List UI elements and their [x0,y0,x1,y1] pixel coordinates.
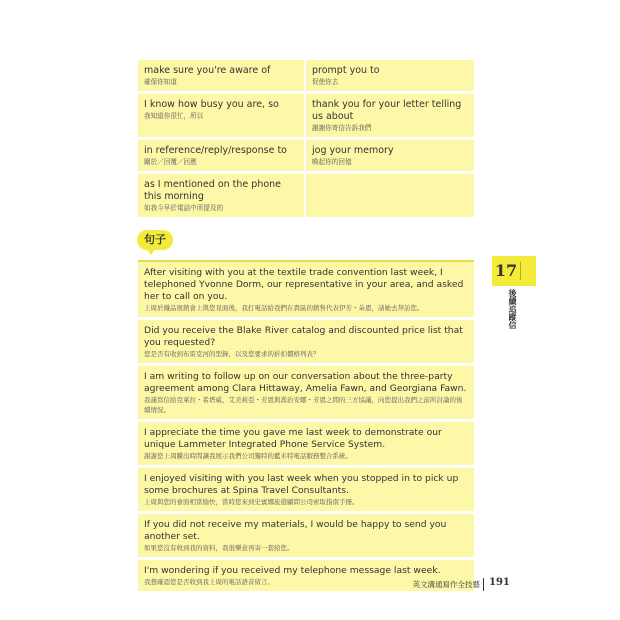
sentence-item [138,514,474,560]
phrase-chinese: 促使你去 [312,78,339,86]
sentence-item [138,366,474,422]
phrase-chinese: 如我今早於電話中所提及的 [144,204,224,212]
phrase-table [138,60,474,217]
phrase-cell [306,60,474,91]
phrase-english: thank you for your letter telling us about [312,99,462,122]
sentence-item [138,468,474,514]
sentence-chinese: 謝謝您上周騰出時間讓我展示我們公司獨特的藍米特電話服務整合系統。 [144,452,352,460]
sentence-item [138,422,474,468]
section-label-badge: 句子 [137,230,173,250]
chapter-tab [492,256,536,286]
sentence-english: I am writing to follow up on our conversation about the three-party agreement among Clara Hittaway, Amelia Fawn, and Georgiana Fawn. [144,371,467,394]
sentence-english: I enjoyed visiting with you last week when you stopped in to pick up some brochures at Spina Travel Consultants. [144,473,459,496]
sentence-chinese: 上周與您的會面相當愉快，當時您來到史賓娜旅遊顧問公司索取指南手冊。 [144,498,359,506]
phrase-english: prompt you to [312,65,380,76]
phrase-cell [306,140,474,171]
sentence-english: After visiting with you at the textile trade convention last week, I telephoned Yvonne Dorm, our representative in your area, and asked her to call on you. [144,267,464,302]
sentence-english: Did you receive the Blake River catalog and discounted price list that you requested? [144,325,463,348]
sentence-list [138,260,474,594]
sentence-item [138,320,474,366]
phrase-english: as I mentioned on the phone this morning [144,179,282,202]
footer-book-title: 英文溝通寫作全技藝 [412,580,480,589]
phrase-english: jog your memory [312,145,394,156]
chapter-number: 17 [494,261,518,280]
phrase-chinese: 關於／回覆／回應 [144,158,197,166]
sentence-chinese: 我謹寫信給克萊拉・希塔威、艾美莉亞・芳恩與喬治安娜・芳恩之間的三方協議，向您提出我們之前所討論的後續情況。 [144,396,463,414]
phrase-chinese: 謝謝你寄信告訴我們 [312,124,372,132]
page-footer [0,577,620,593]
phrase-cell [138,140,306,171]
sentence-item [138,262,474,320]
phrase-chinese: 確保你知道 [144,78,177,86]
chapter-title: 後續追蹤信 [508,289,518,329]
sentence-english: If you did not receive my materials, I would be happy to send you another set. [144,519,447,542]
sentence-chinese: 我想確認您是否收到我上周的電話語音留言。 [144,578,274,586]
phrase-chinese: 喚起你的回憶 [312,158,352,166]
phrase-english: I know how busy you are, so [144,99,279,110]
sentence-chinese: 如果您沒有收到我的資料，我很樂意再寄一套給您。 [144,544,294,552]
sentence-chinese: 上周於織品展銷會上與您見面後，我打電話給我們在貴區的銷售代表伊芳・朵恩，請她去拜訪您。 [144,304,424,312]
phrase-chinese: 我知道你很忙，所以 [144,112,204,120]
sentence-english: I'm wondering if you received my telephone message last week. [144,565,441,576]
footer-divider [483,578,484,591]
phrase-cell [138,60,306,91]
phrase-cell [138,94,306,137]
phrase-english: in reference/reply/response to [144,145,287,156]
chapter-tab-divider [520,262,521,280]
page-number: 191 [489,577,510,588]
phrase-cell [306,94,474,137]
phrase-cell [138,174,306,217]
phrase-english: make sure you're aware of [144,65,271,76]
sentence-chinese: 您是否有收到布雷克河的型錄，以及您要求的折扣價格列表？ [144,350,320,358]
phrase-cell-empty [306,174,474,217]
sentence-english: I appreciate the time you gave me last week to demonstrate our unique Lammeter Integrated Phone Service System. [144,427,442,450]
